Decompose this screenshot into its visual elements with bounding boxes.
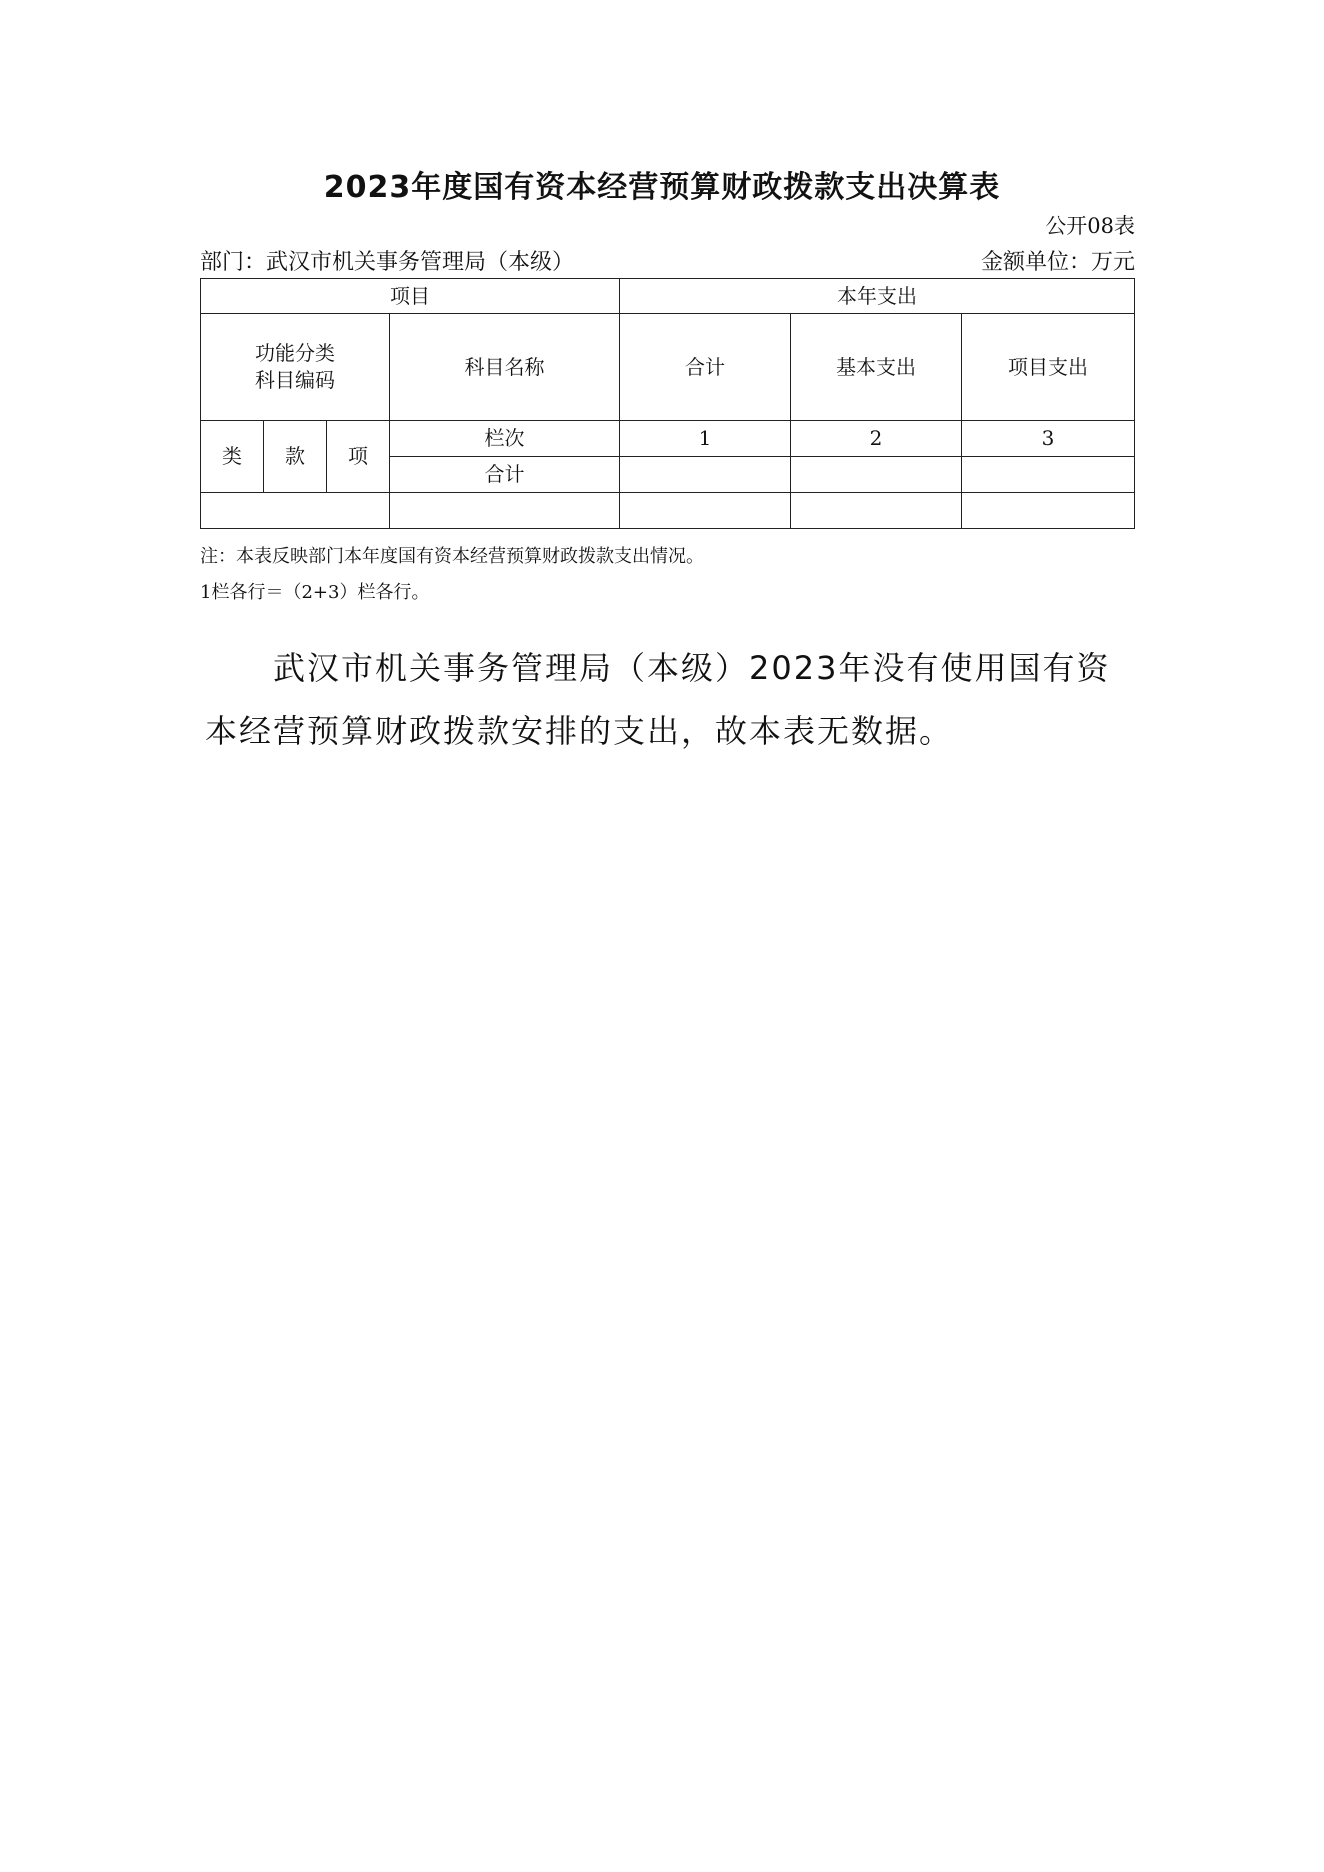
section-header: 款 [264,421,327,493]
table-subheader-row [201,314,1135,421]
item-header: 项 [327,421,390,493]
form-number: 公开08表 [1045,214,1135,238]
empty-total-cell [620,493,791,529]
empty-row [201,493,1135,529]
function-code-header [201,314,390,421]
column-number-1: 1 [620,421,791,457]
total-header: 合计 [620,314,791,421]
budget-table [200,278,1135,529]
department-label: 部门：武汉市机关事务管理局（本级） [200,250,575,275]
function-code-line1: 功能分类 [255,341,335,365]
column-number-3: 3 [962,421,1135,457]
total-basic-cell [791,457,962,493]
header-year-expense: 本年支出 [620,279,1135,314]
empty-name-cell [390,493,620,529]
empty-project-cell [962,493,1135,529]
table-note-2: 1栏各行＝（2+3）栏各行。 [200,582,430,603]
empty-code-cell [201,493,390,529]
table-header-row [201,279,1135,314]
no-data-statement: 武汉市机关事务管理局（本级）2023年没有使用国有资本经营预算财政拨款安排的支出，故本表无数据。 [205,649,1111,750]
document-title: 2023年度国有资本经营预算财政拨款支出决算表 [323,170,1001,205]
column-number-2: 2 [791,421,962,457]
total-row-label: 合计 [390,457,620,493]
amount-unit-label: 金额单位：万元 [980,250,1135,275]
table-note-1: 注：本表反映部门本年度国有资本经营预算财政拨款支出情况。 [200,546,704,567]
header-item: 项目 [201,279,620,314]
total-cell [620,457,791,493]
basic-expense-header: 基本支出 [791,314,962,421]
project-expense-header: 项目支出 [962,314,1135,421]
function-code-line2: 科目编码 [255,368,335,392]
empty-basic-cell [791,493,962,529]
subject-name-header: 科目名称 [390,314,620,421]
total-project-cell [962,457,1135,493]
column-order-label: 栏次 [390,421,620,457]
class-header: 类 [201,421,264,493]
column-order-row [201,421,1135,457]
